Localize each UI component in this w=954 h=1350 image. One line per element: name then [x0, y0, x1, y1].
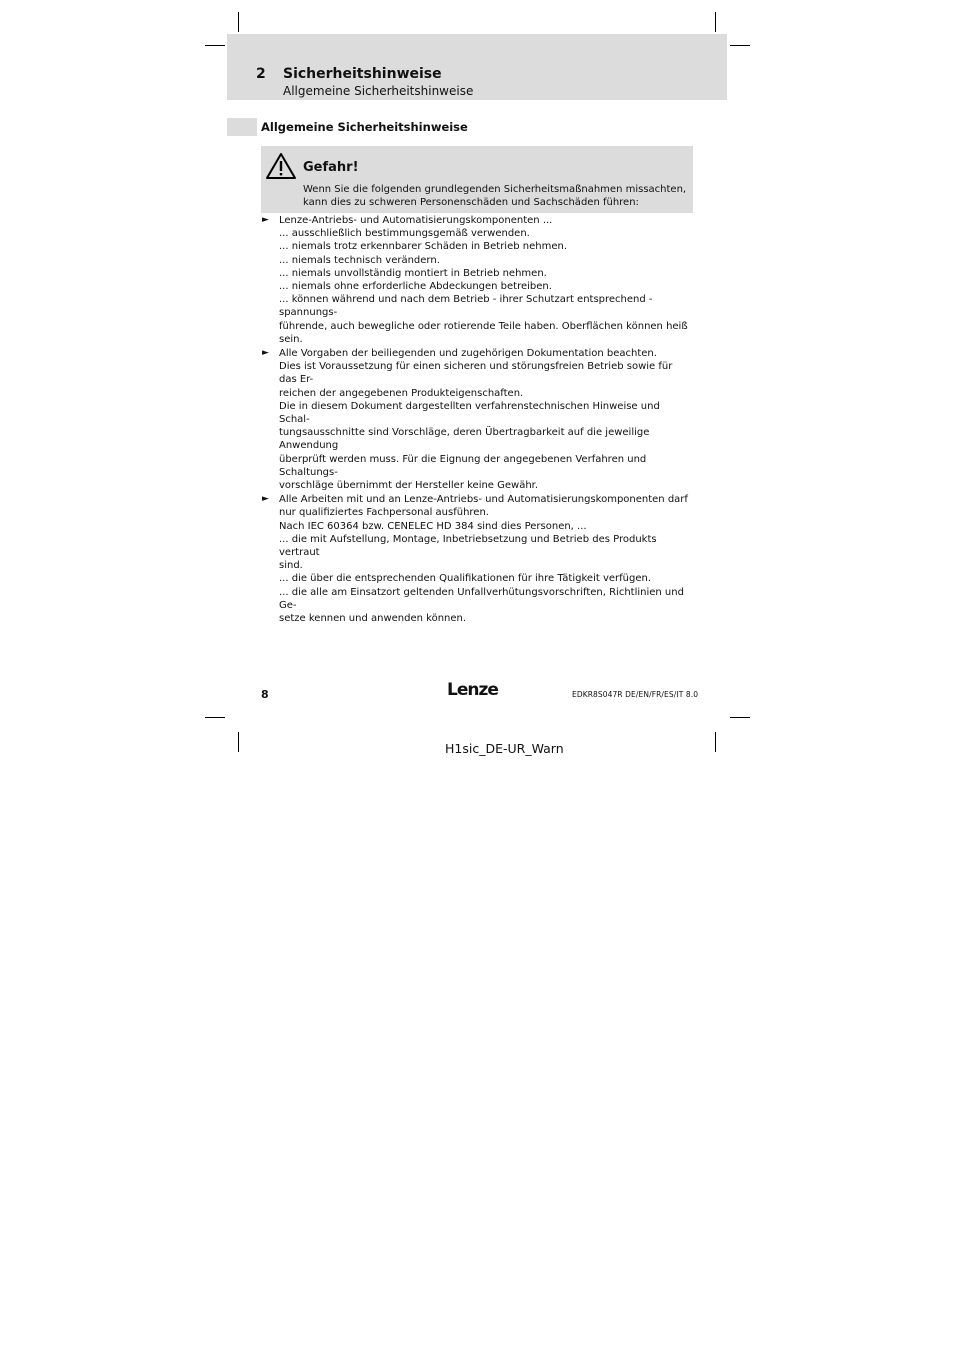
- chapter-subtitle: Allgemeine Sicherheitshinweise: [283, 84, 474, 98]
- danger-box: [261, 146, 693, 213]
- crop-mark: [730, 45, 750, 46]
- list-line: reichen der angegebenen Produkteigenschaften.: [279, 387, 524, 399]
- list-line: vorschläge übernimmt der Hersteller keine Gewähr.: [279, 480, 539, 492]
- list-line: Die in diesem Dokument dargestellten verfahrenstechnischen Hinweise und Schal-: [279, 400, 660, 426]
- list-line: Alle Vorgaben der beiliegenden und zugehörigen Dokumentation beachten.: [279, 348, 657, 360]
- danger-title: Gefahr!: [303, 160, 359, 175]
- bullet-arrow-icon: ►: [262, 348, 269, 359]
- list-line: ... niemals technisch verändern.: [279, 254, 440, 266]
- warning-triangle-icon: [265, 152, 297, 180]
- crop-mark: [715, 12, 716, 32]
- list-line: tungsausschnitte sind Vorschläge, deren Übertragbarkeit auf die jeweilige Anwendung: [279, 427, 650, 452]
- list-line: ... die über die entsprechenden Qualifikationen für ihre Tätigkeit verfügen.: [279, 573, 651, 585]
- crop-mark: [715, 732, 716, 752]
- crop-mark: [205, 45, 225, 46]
- section-title: Allgemeine Sicherheitshinweise: [261, 120, 468, 134]
- list-line: überprüft werden muss. Für die Eignung der angegebenen Verfahren und Schaltungs-: [279, 453, 647, 478]
- bullet-arrow-icon: ►: [262, 215, 269, 225]
- chapter-number: 2: [256, 66, 266, 82]
- bullet-arrow-icon: ►: [262, 494, 269, 505]
- danger-text: [303, 183, 688, 209]
- list-line: ... können während und nach dem Betrieb - ihrer Schutzart entsprechend - spannungs-: [279, 294, 653, 319]
- list-item: [261, 347, 693, 492]
- list-line: ... ausschließlich bestimmungsgemäß verwenden.: [279, 228, 530, 240]
- page-number: 8: [261, 688, 269, 701]
- list-line: ... niemals trotz erkennbarer Schäden in Betrieb nehmen.: [279, 241, 567, 253]
- crop-mark: [205, 717, 225, 718]
- list-line: ... niemals ohne erforderliche Abdeckungen betreiben.: [279, 281, 552, 293]
- list-line: Dies ist Voraussetzung für einen sicheren und störungsfreien Betrieb sowie für das Er-: [279, 361, 673, 386]
- file-code: H1sic_DE-UR_Warn: [445, 741, 564, 756]
- lenze-logo: Lenze: [447, 680, 498, 700]
- list-line: sind.: [279, 560, 303, 572]
- safety-list: [261, 214, 693, 626]
- list-line: ... niemals unvollständig montiert in Betrieb nehmen.: [279, 267, 547, 279]
- list-line: ... die alle am Einsatzort geltenden Unfallverhütungsvorschriften, Richtlinien und Ge-: [279, 586, 684, 611]
- list-line: Nach IEC 60364 bzw. CENELEC HD 384 sind dies Personen, ...: [279, 520, 587, 532]
- section-marker: [227, 118, 257, 136]
- list-item: [261, 214, 693, 346]
- chapter-title: Sicherheitshinweise: [283, 66, 442, 82]
- danger-text-line: kann dies zu schweren Personenschäden und Sachschäden führen:: [303, 197, 639, 208]
- list-line: nur qualifiziertes Fachpersonal ausführen.: [279, 507, 489, 519]
- crop-mark: [238, 12, 239, 32]
- list-line: ... die mit Aufstellung, Montage, Inbetriebsetzung und Betrieb des Produkts vertraut: [279, 533, 657, 559]
- list-line: Lenze-Antriebs- und Automatisierungskomponenten ...: [279, 215, 553, 226]
- list-line: Alle Arbeiten mit und an Lenze-Antriebs- und Automatisierungskomponenten darf: [279, 494, 688, 506]
- list-line: führende, auch bewegliche oder rotierende Teile haben. Oberflächen können heiß sein.: [279, 320, 688, 345]
- crop-mark: [238, 732, 239, 752]
- list-line: setze kennen und anwenden können.: [279, 613, 467, 625]
- danger-text-line: Wenn Sie die folgenden grundlegenden Sicherheitsmaßnahmen missachten,: [303, 184, 687, 195]
- list-item: [261, 493, 693, 625]
- crop-mark: [730, 717, 750, 718]
- document-id: EDKR8S047R DE/EN/FR/ES/IT 8.0: [572, 690, 699, 699]
